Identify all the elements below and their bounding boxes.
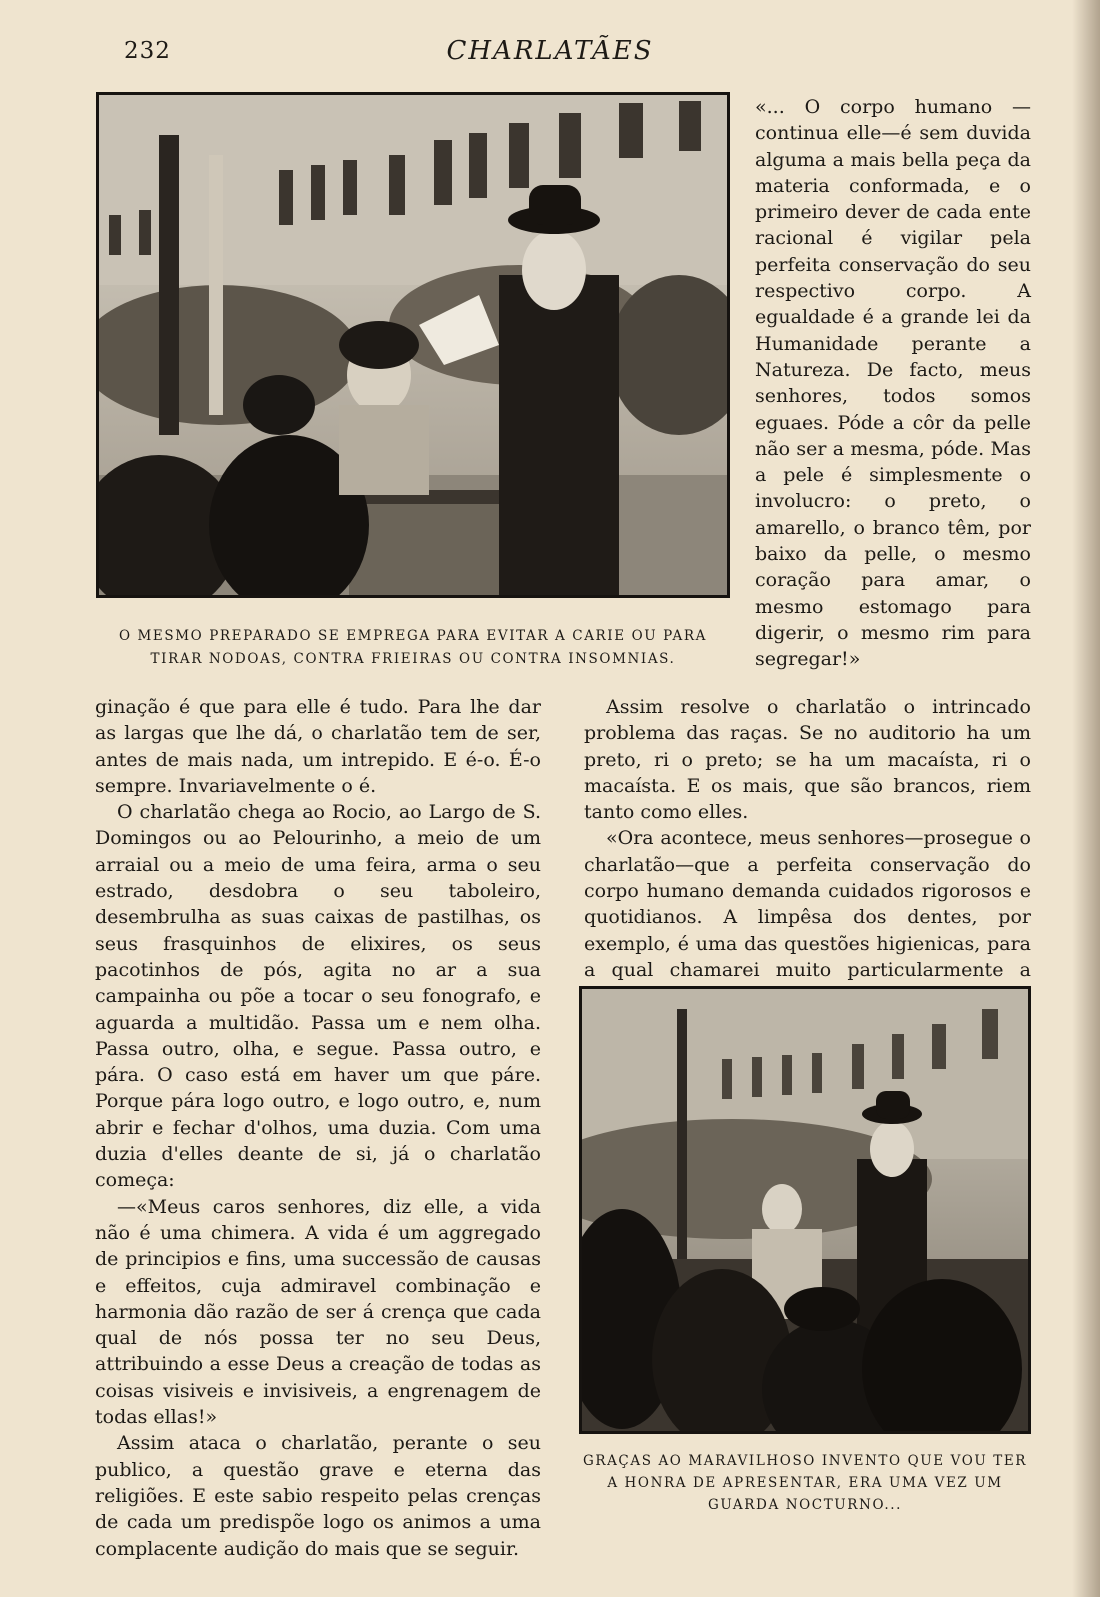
photograph-charlatan-street <box>96 92 730 598</box>
figure-caption-2: GRAÇAS AO MARAVILHOSO INVENTO QUE VOU TER A HONRA DE APRESENTAR, ERA UMA VEZ UM GUARDA NOCTURNO... <box>582 1453 1028 1513</box>
halftone-photo-2 <box>582 989 1028 1431</box>
photograph-crowd-scene <box>579 986 1031 1434</box>
paragraph: ginação é que para elle é tudo. Para lhe dar as largas que lhe dá, o charlatão tem de ser, antes de mais nada, um intrepido. E é-o. É-o sempre. Invariavelmente o é. <box>95 696 541 797</box>
paragraph: —«Meus caros senhores, diz elle, a vida não é uma chimera. A vida é um aggregado de principios e fins, uma successão de causas e effeitos, cuja admiravel combinação e harmonia dão razão de ser á crença que cada qual de nós possa ter no seu Deus, attribuindo a esse Deus a creação de todas as coisas visiveis e invisiveis, a engrenagem de todas ellas!» <box>95 1195 541 1429</box>
right-column-lower-text <box>584 694 1031 1010</box>
page-header <box>0 34 1100 74</box>
paragraph: Assim resolve o charlatão o intrincado problema das raças. Se no auditorio ha um preto, ri o preto; se ha um macaísta, ri o macaísta. E os mais, que são brancos, riem tanto como elles. <box>584 696 1031 824</box>
paragraph: O charlatão chega ao Rocio, ao Largo de S. Domingos ou ao Pelourinho, a meio de um arraial ou a meio de uma feira, arma o seu estrado, desdobra o seu taboleiro, desembrulha as suas caixas de pastilhas, os seus frasquinhos de elixires, os seus pacotinhos de pós, agita no ar a sua campainha ou põe a tocar o seu fonografo, e aguarda a multidão. Passa um e nem olha. Passa outro, olha, e segue. Passa outro, e pára. O caso está em haver um que páre. Porque pára logo outro, e logo outro, e, num abrir e fechar d'olhos, uma duzia. Com uma duzia d'elles deante de si, já o charlatão começa: <box>95 801 541 1192</box>
quoted-paragraph: «... O corpo humano — continua elle—é sem duvida alguma a mais bella peça da materia conformada, e o primeiro dever de cada ente racional é vigilar pela perfeita conservação do seu respectivo corpo. A egualdade é a grande lei da Humanidade perante a Natureza. De facto, meus senhores, todos somos eguaes. Póde a côr da pelle não ser a mesma, póde. Mas a pele é simplesmente o involucro: o preto, o amarello, o branco têm, por baixo da pelle, o mesmo coração para amar, o mesmo estomago para digerir, o mesmo rim para segregar!» <box>755 96 1031 671</box>
figure-caption-1: O MESMO PREPARADO SE EMPREGA PARA EVITAR A CARIE OU PARA TIRAR NODOAS, CONTRA FRIEIRAS OU CONTRA INSOMNIAS. <box>118 628 708 667</box>
page-number: 232 <box>124 38 171 64</box>
paragraph: «Ora acontece, meus senhores—prosegue o charlatão—que a perfeita conservação do corpo humano demanda cuidados rigorosos e quotidianos. A limpêsa dos dentes, por exemplo, é uma das questões higienicas, para a qual chamarei muito particularmente a <box>584 827 1031 981</box>
right-column-top-text <box>755 94 1031 673</box>
page-edge-shadow <box>1072 0 1100 1597</box>
left-column-text <box>95 694 541 1562</box>
paragraph: Assim ataca o charlatão, perante o seu publico, a questão grave e eterna das religiões. E este sabio respeito pelas crenças de cada um predispõe logo os animos a uma complacente audição do mais que se seguir. <box>95 1432 541 1560</box>
running-title: CHARLATÃES <box>446 36 654 66</box>
halftone-photo-1 <box>99 95 727 595</box>
